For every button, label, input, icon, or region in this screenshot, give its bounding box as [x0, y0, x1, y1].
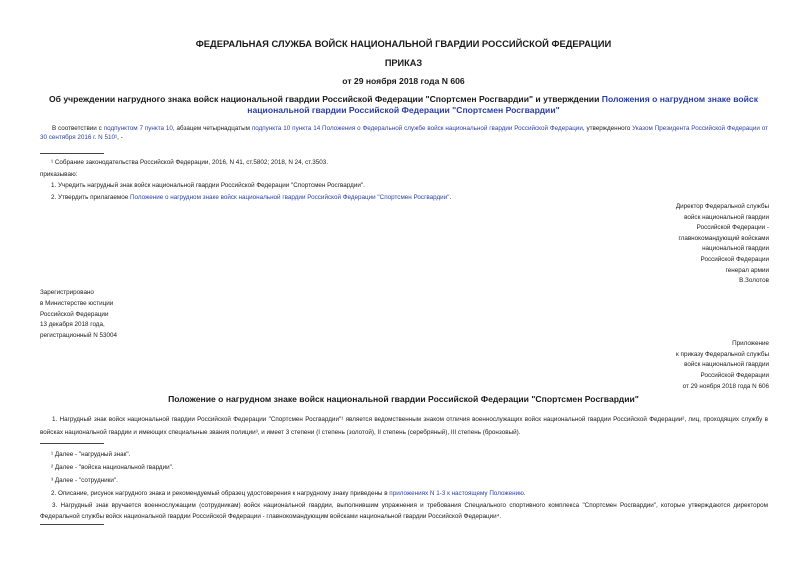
- regulation-footnote-2: ² Далее - "войска национальной гвардии".: [51, 464, 174, 471]
- signature-line: войск национальной гвардии: [684, 213, 769, 221]
- order-item-2: [51, 193, 451, 202]
- order-date-number: от 29 ноября 2018 года N 606: [342, 76, 465, 86]
- signature-line: генерал армии: [725, 266, 769, 274]
- signature-line: национальной гвардии: [702, 245, 769, 253]
- intro-text-2: , абзацем четырнадцатым: [172, 125, 252, 132]
- appendix-block: [589, 339, 769, 393]
- footnote-divider: [40, 443, 104, 444]
- regulation-paragraph-2-text: 2. Описание, рисунок нагрудного знака и рекомендуемый образец удостоверения к нагрудному знаку приведены в: [51, 490, 390, 497]
- intro-text-4: ¹, -: [114, 134, 123, 141]
- registration-line: регистрационный N 53004: [40, 332, 118, 340]
- order-item-2-end: .: [449, 194, 452, 201]
- intro-text-1: В соответствии с: [52, 125, 104, 132]
- registration-line: Российской Федерации: [40, 310, 109, 318]
- registration-line: Зарегистрировано: [40, 289, 94, 296]
- order-item-1: 1. Учредить нагрудный знак войск национальной гвардии Российской Федерации "Спортсмен Росгвардии".: [51, 182, 365, 189]
- regulation-paragraph-3: 3. Нагрудный знак вручается военнослужащим (сотрудникам) войск национальной гвардии, выполнившим упражнения и требования Специального спортивного комплекса "Спортсмен Росгвардии", которые утверждаются директором Федеральной службы войск национальной гвардии Российской Федерации - главнокомандующим войсками национальной гвардии Российской Федерации⁴.: [40, 502, 768, 520]
- order-word: приказываю:: [40, 171, 78, 178]
- appendix-line: к приказу Федеральной службы: [676, 350, 769, 358]
- agency-heading: ФЕДЕРАЛЬНАЯ СЛУЖБА ВОЙСК НАЦИОНАЛЬНОЙ ГВАРДИИ РОССИЙСКОЙ ФЕДЕРАЦИИ: [195, 38, 612, 49]
- appendix-line: войск национальной гвардии: [684, 361, 769, 369]
- regulation-title-link[interactable]: Положения о нагрудном знаке войск национальной гвардии Российской Федерации "Спортсмен Росгвардии": [247, 94, 759, 115]
- regulation-footnote-3: ³ Далее - "сотрудники".: [51, 477, 118, 484]
- regulation-paragraph-1: 1. Нагрудный знак войск национальной гвардии Российской Федерации "Спортсмен Росгвардии"¹ является ведомственным знаком отличия военнослужащих войск национальной гвардии Российской Федерации², лиц, проходящих службу в войсках национальной гвардии и имеющих специальные звания полиции³, и имеет 3 степени (I степень (золотой), II степень (серебряный), III степень (бронзовый).: [40, 416, 768, 436]
- footnote-divider: [40, 153, 104, 154]
- service-regulation-link[interactable]: подпункта 10 пункта 14 Положения о Федеральной службе войск национальной гвардии Российской Федерации: [251, 125, 583, 132]
- doc-type-heading: ПРИКАЗ: [384, 58, 423, 68]
- order-title: [40, 94, 767, 116]
- intro-paragraph: [40, 124, 768, 142]
- registration-block: [40, 288, 240, 342]
- regulation-paragraph-2: [51, 489, 526, 498]
- registration-line: в Министерстве юстиции: [40, 299, 114, 307]
- registration-line: 13 декабря 2018 года,: [40, 321, 105, 329]
- appendices-link[interactable]: приложениях N 1-3 к настоящему Положению: [389, 490, 524, 497]
- presidential-decree-link[interactable]: Указом Президента Российской Федерации от 30 сентября 2016 г. N 510: [40, 125, 768, 141]
- regulation-heading: Положение о нагрудном знаке войск национальной гвардии Российской Федерации "Спортсмен Росгвардии": [168, 394, 639, 404]
- order-title-text: Об учреждении нагрудного знака войск национальной гвардии Российской Федерации "Спортсмен Росгвардии" и утверждении: [48, 94, 602, 104]
- footnote-1: ¹ Собрание законодательства Российской Федерации, 2016, N 41, ст.5802; 2018, N 24, ст.3503.: [51, 159, 328, 166]
- appendix-line: от 29 ноября 2018 года N 606: [682, 382, 769, 390]
- subclause-7-link[interactable]: подпунктом 7 пункта 10: [103, 125, 173, 132]
- signature-name: В.Золотов: [739, 277, 769, 285]
- appendix-line: Приложение: [732, 340, 769, 347]
- signature-line: главнокомандующий войсками: [678, 234, 769, 242]
- signature-line: Директор Федеральной службы: [675, 203, 769, 210]
- signature-line: Российской Федерации -: [696, 224, 769, 232]
- appendix-line: Российской Федерации: [700, 372, 769, 380]
- signature-line: Российской Федерации: [700, 255, 769, 263]
- order-item-2-text: 2. Утвердить прилагаемое: [51, 194, 130, 201]
- regulation-footnote-1: ¹ Далее - "нагрудный знак".: [51, 451, 131, 458]
- intro-text-3: , утвержденного: [582, 125, 633, 132]
- signature-block: [589, 202, 769, 287]
- regulation-link[interactable]: Положение о нагрудном знаке войск национальной гвардии Российской Федерации "Спортсмен Росгвардии": [129, 194, 450, 201]
- footnote-divider: [40, 524, 104, 525]
- regulation-paragraph-2-end: .: [523, 490, 526, 497]
